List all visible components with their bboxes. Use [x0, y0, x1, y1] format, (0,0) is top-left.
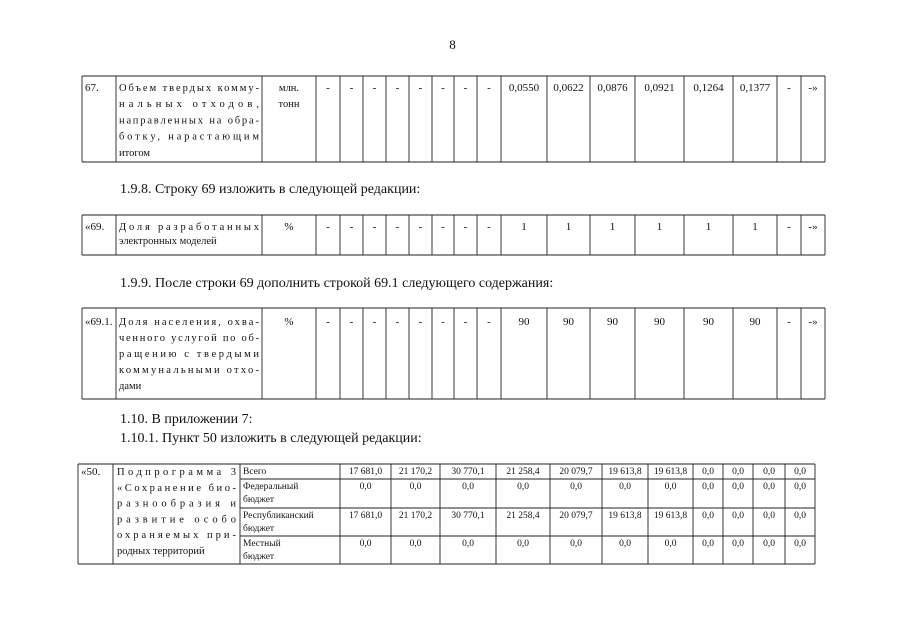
subprogram-name-line: развитие особо [117, 514, 236, 526]
funding-value: 0,0 [794, 482, 806, 492]
indicator-name-line: направленных на обра- [119, 115, 259, 127]
funding-value: 0,0 [732, 539, 744, 549]
value-cell: - [487, 316, 491, 328]
funding-value: 0,0 [763, 511, 775, 521]
funding-value: 0,0 [794, 539, 806, 549]
indicator-name-line: ченного услугой по об- [119, 333, 259, 344]
funding-value: 30 770,1 [451, 511, 485, 521]
funding-value: 0,0 [702, 539, 714, 549]
funding-value: 0,0 [570, 482, 582, 492]
subprogram-name-line: «Сохранение био- [117, 482, 236, 494]
subprogram-name-line: родных территорий [117, 546, 205, 557]
value-cell: 90 [518, 316, 530, 328]
funding-value: 0,0 [619, 539, 631, 549]
funding-value: 0,0 [702, 511, 714, 521]
value-cell: - [372, 316, 377, 328]
unit-line: тонн [278, 99, 300, 111]
value-cell: 1 [565, 221, 572, 233]
value-cell: - [349, 316, 354, 328]
indicator-name-line: итогом [119, 147, 151, 159]
value-cell: - [787, 221, 791, 233]
value-cell: -» [808, 221, 818, 233]
funding-source: Всего [243, 467, 267, 477]
funding-value: 0,0 [619, 482, 631, 492]
row-number: 67. [85, 82, 99, 94]
funding-value: 0,0 [794, 467, 806, 477]
funding-source: Местный [243, 539, 281, 549]
value-cell: - [395, 316, 400, 328]
value-cell: 0,0876 [597, 82, 628, 94]
value-cell: 1 [752, 221, 758, 233]
funding-value: 0,0 [702, 467, 714, 477]
value-cell: - [418, 82, 423, 94]
funding-source: бюджет [243, 495, 275, 505]
funding-value: 0,0 [763, 539, 775, 549]
funding-value: 0,0 [763, 482, 775, 492]
paragraph-1-9-8: 1.9.8. Строку 69 изложить в следующей редакции: [120, 182, 421, 197]
value-cell: 1 [521, 221, 527, 233]
funding-value: 0,0 [732, 511, 744, 521]
funding-source: Федеральный [243, 482, 299, 492]
value-cell: - [395, 82, 400, 94]
value-cell: - [326, 316, 330, 328]
value-cell: - [349, 82, 354, 94]
value-cell: - [487, 221, 491, 233]
subprogram-name-line: Подпрограмма 3 [117, 467, 236, 478]
funding-value: 21 258,4 [506, 467, 540, 477]
value-cell: 90 [607, 316, 618, 328]
unit-cell: % [284, 316, 294, 328]
funding-value: 0,0 [664, 482, 677, 492]
funding-value: 0,0 [664, 539, 677, 549]
page-number: 8 [449, 37, 456, 52]
funding-value: 17 681,0 [348, 467, 383, 477]
value-cell: - [787, 82, 791, 94]
value-cell: - [395, 221, 400, 233]
indicator-name-line: нальных отходов, [119, 99, 259, 111]
indicator-name-line: дами [119, 381, 142, 392]
value-cell: - [787, 316, 791, 328]
funding-value: 0,0 [570, 539, 582, 549]
value-cell: - [372, 82, 377, 94]
funding-value: 21 258,4 [506, 511, 540, 521]
value-cell: 0,1377 [739, 82, 771, 94]
value-cell: - [463, 82, 468, 94]
funding-value: 21 170,2 [398, 467, 433, 477]
value-cell: - [441, 82, 445, 94]
row-number: «69. [85, 221, 105, 233]
subprogram-name-line: разнообразия и [117, 498, 236, 510]
funding-value: 19 613,8 [608, 467, 642, 477]
paragraph-1-10: 1.10. В приложении 7: [120, 412, 253, 427]
funding-value: 0,0 [462, 539, 474, 549]
funding-value: 19 613,8 [653, 467, 688, 477]
funding-value: 0,0 [359, 482, 372, 492]
value-cell: 90 [563, 316, 574, 328]
unit-line: млн. [278, 83, 300, 94]
funding-value: 17 681,0 [348, 511, 383, 521]
value-cell: 1 [609, 221, 616, 233]
subprogram-name-line: охраняемых при- [117, 530, 236, 542]
value-cell: - [441, 316, 445, 328]
funding-value: 20 079,7 [559, 467, 593, 477]
funding-value: 0,0 [517, 482, 529, 492]
value-cell: -» [808, 316, 818, 328]
indicator-name-line: электронных моделей [119, 236, 217, 247]
value-cell: -» [808, 82, 818, 94]
value-cell: - [463, 316, 468, 328]
funding-value: 0,0 [732, 467, 744, 477]
funding-value: 0,0 [702, 482, 714, 492]
value-cell: 0,0622 [553, 82, 584, 94]
value-cell: - [463, 221, 468, 233]
funding-source: бюджет [243, 552, 275, 562]
indicator-name-line: коммунальными отхо- [119, 365, 259, 376]
row-number: «50. [81, 466, 101, 478]
value-cell: - [349, 221, 354, 233]
indicator-name-line: Доля разработанных [119, 222, 259, 233]
value-cell: 0,1264 [693, 82, 724, 94]
value-cell: 90 [654, 316, 665, 328]
value-cell: - [372, 221, 377, 233]
funding-value: 0,0 [517, 539, 529, 549]
funding-value: 19 613,8 [608, 511, 642, 521]
funding-value: 21 170,2 [398, 511, 433, 521]
funding-value: 19 613,8 [653, 511, 688, 521]
indicator-name-line: ботку, нарастающим [119, 131, 259, 143]
value-cell: - [326, 221, 330, 233]
value-cell: 0,0550 [508, 82, 540, 94]
value-cell: - [487, 82, 491, 94]
value-cell: 90 [749, 316, 761, 328]
value-cell: 1 [656, 221, 663, 233]
funding-value: 20 079,7 [559, 511, 593, 521]
indicator-name-line: Доля населения, охва- [119, 317, 259, 328]
funding-value: 30 770,1 [451, 467, 485, 477]
value-cell: - [326, 82, 330, 94]
funding-value: 0,0 [359, 539, 372, 549]
value-cell: - [418, 221, 423, 233]
funding-value: 0,0 [409, 539, 422, 549]
indicator-name-line: ращению с твердыми [119, 349, 259, 360]
funding-source: бюджет [243, 524, 275, 534]
value-cell: 0,0921 [644, 82, 675, 94]
unit-cell: % [284, 221, 294, 233]
funding-value: 0,0 [763, 467, 775, 477]
paragraph-1-9-9: 1.9.9. После строки 69 дополнить строкой 69.1 следующего содержания: [120, 276, 554, 291]
funding-value: 0,0 [732, 482, 744, 492]
value-cell: - [418, 316, 423, 328]
value-cell: 1 [705, 221, 712, 233]
paragraph-1-10-1: 1.10.1. Пункт 50 изложить в следующей редакции: [120, 431, 422, 446]
row-number: «69.1. [85, 316, 113, 328]
funding-value: 0,0 [794, 511, 806, 521]
indicator-name-line: Объем твердых комму- [119, 83, 259, 94]
value-cell: 90 [703, 316, 714, 328]
funding-value: 0,0 [462, 482, 474, 492]
funding-source: Республиканский [243, 511, 314, 521]
value-cell: - [441, 221, 445, 233]
funding-value: 0,0 [409, 482, 422, 492]
